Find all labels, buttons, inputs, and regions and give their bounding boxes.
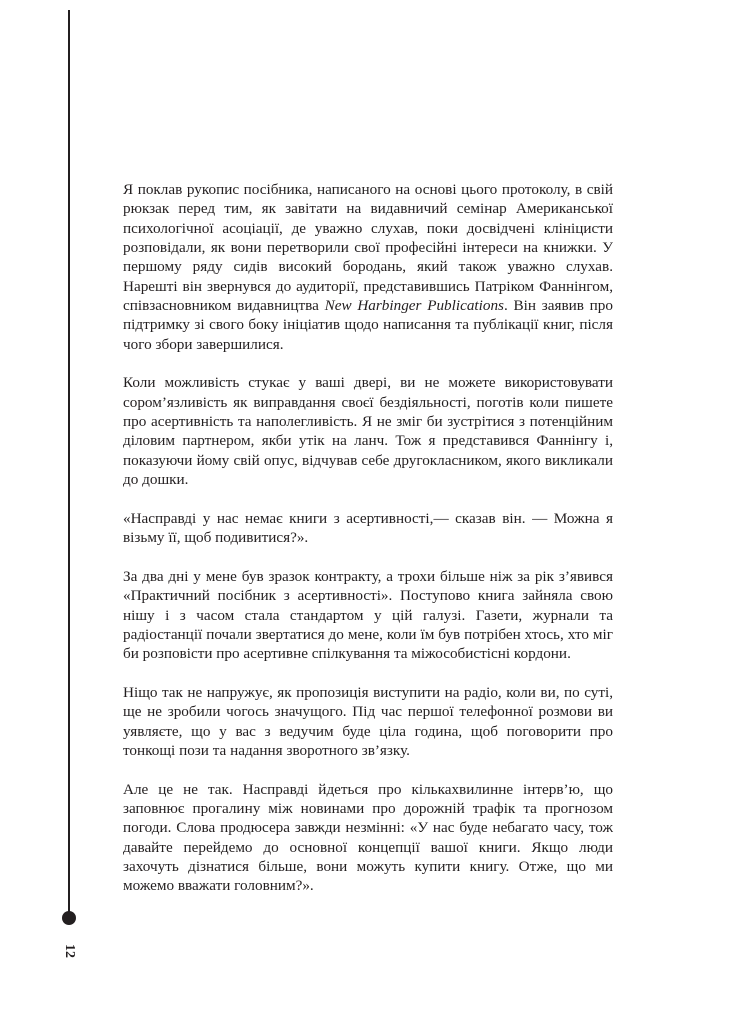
paragraph-3: «Насправді у нас немає книги з асертивності,— сказав він. — Можна я візьму її, щоб подивитися?».: [123, 509, 613, 547]
page-number: 12: [62, 944, 77, 958]
paragraph-1-text-after: . Він заявив про підтримку зі свого боку ініціатив щодо написання та публікації книг, після чого збори завершилися.: [123, 297, 613, 353]
publisher-name: New Harbinger Publications: [324, 297, 504, 315]
margin-rule: [68, 10, 70, 918]
paragraph-4: За два дні у мене був зразок контракту, а трохи більше ніж за рік з’явився «Практичний посібник з асертивності». Поступово книга зайняла свою нішу і з часом стала стандартом у цій галузі. Газети, журнали та радіостанції почали звертатися до мене, коли їм був потрібен хтось, хто міг би розповісти про асертивне спілкування та міжособистісні кордони.: [123, 567, 613, 663]
body-text: [123, 180, 613, 896]
margin-dot: [62, 911, 76, 925]
paragraph-5: Ніщо так не напружує, як пропозиція виступити на радіо, коли ви, по суті, ще не зробили чогось значущого. Під час першої телефонної розмови ви уявляєте, що у вас з ведучим буде ціла година, щоб поговорити про тонкощі пози та надання зворотного зв’язку.: [123, 683, 613, 759]
paragraph-1: [123, 180, 613, 354]
paragraph-2: Коли можливість стукає у ваші двері, ви не можете використовувати сором’язливість як виправдання своєї бездіяльності, поготів коли пишете про асертивність та наполегливість. Я не зміг би зустрітися з потенційним діловим партнером, якби утік на ланч. Тож я представився Фаннінгу і, показуючи йому свій опус, відчував себе другокласником, якого викликали до дошки.: [123, 374, 613, 489]
paragraph-6: Але це не так. Насправді йдеться про кількахвилинне інтерв’ю, що заповнює прогалину між новинами про дорожній трафік та прогнозом погоди. Слова продюсера завжди незмінні: «У нас буде небагато часу, тож давайте перейдемо до основної концепції вашої книги. Якщо люди захочуть дізнатися більше, вони можуть купити книгу. Отже, що ми можемо вважати головним?».: [123, 780, 613, 895]
paragraph-1-text-before: Я поклав рукопис посібника, написаного на основі цього протоколу, в свій рюкзак перед тим, як завітати на видавничий семінар Американської психологічної асоціації, де уважно слухав, поки досвідчені клініцисти розповідали, як вони перетворили свої професійні інтереси на книжки. У першому ряду сидів високий бородань, який також уважно слухав. Нарешті він звернувся до аудиторії, представившись Патріком Фаннінгом, співзасновником видавництва: [123, 181, 613, 315]
